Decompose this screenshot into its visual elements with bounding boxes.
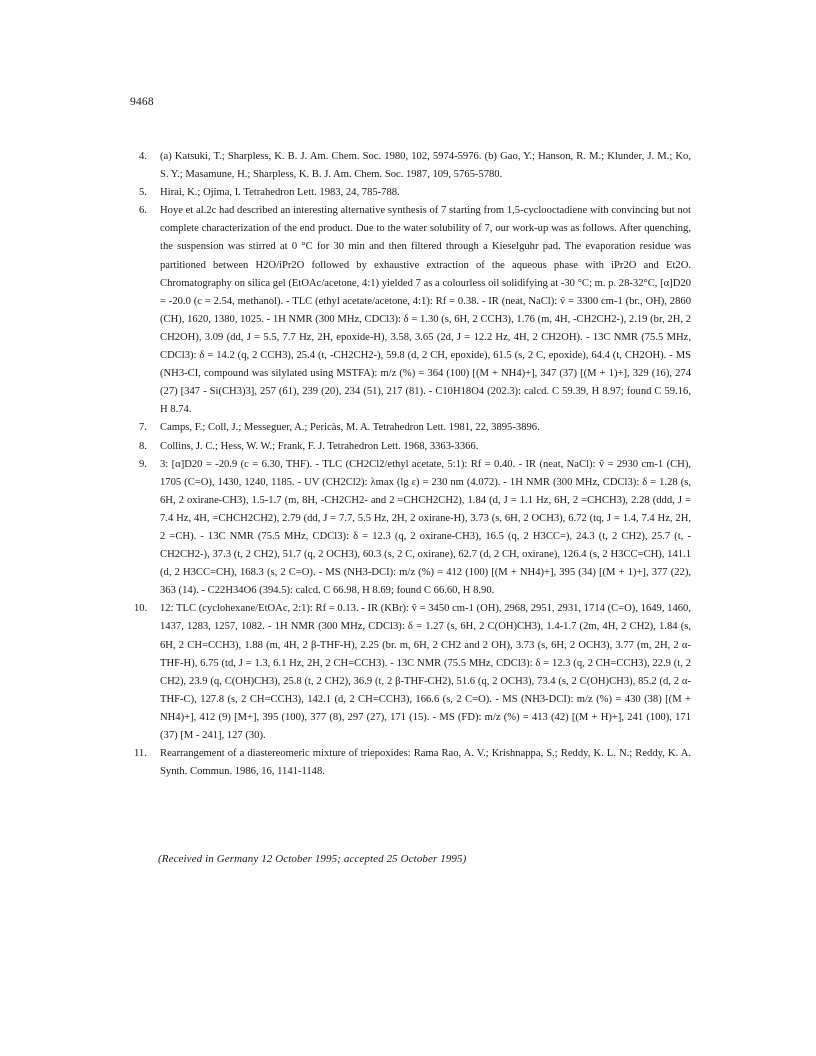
reference-text: Rearrangement of a diastereomeric mixture of triepoxides: Rama Rao, A. V.; Krishnappa, S.; Reddy, K. L. N.; Reddy, K. A. Synth. Commun. 1986, 16, 1141-1148. [160, 748, 691, 778]
reference-number: 11. [134, 748, 147, 760]
reference-number: 5. [139, 187, 147, 199]
reference-text: Hirai, K.; Ojima, I. Tetrahedron Lett. 1983, 24, 785-788. [160, 187, 400, 199]
reference-text: Hoye et al.2c had described an interesting alternative synthesis of 7 starting from 1,5-cyclooctadiene with convincing but not complete characterization of the end product. Due to the water solubility of 7, our work-up was as follows. After quenching, the suspension was stirred at 0 °C for 30 min and then filtered through a Kieselguhr pad. The evaporation residue was partitioned between H2O/iPr2O followed by exhaustive extraction of the aqueous phase with iPr2O and Et2O. Chromatography on silica gel (EtOAc/acetone, 4:1) yielded 7 as a colourless oil solidifying at -30 °C; m. p. 28-32°C, [α]D20 = -20.0 (c = 2.54, methanol). - TLC (ethyl acetate/acetone, 4:1): Rf = 0.38. - IR (neat, NaCl): ṽ = 3300 cm-1 (br., OH), 2860 (CH), 1620, 1380, 1025. - 1H NMR (300 MHz, CDCl3): δ = 1.30 (s, 6H, 2 CCH3), 1.76 (m, 4H, -CH2CH2-), 2.19 (br, 2H, 2 CH2OH), 3.09 (dd, J = 5.5, 7.7 Hz, 2H, epoxide-H), 3.58, 3.65 (2d, J = 12.2 Hz, 4H, 2 CH2OH). - 13C NMR (75.5 MHz, CDCl3): δ = 14.2 (q, 2 CCH3), 25.4 (t, -CH2CH2-), 59.8 (d, 2 CH, epoxide), 61.5 (s, 2 C, epoxide), 64.4 (t, CH2OH). - MS (NH3-CI, compound was silylated using MSTFA): m/z (%) = 364 (100) [(M + NH4)+], 347 (37) [(M + 1)+], 329 (16), 274 (27) [347 - Si(CH3)3], 257 (61), 239 (20), 234 (51), 217 (81). - C10H18O4 (202.3): calcd. C 59.39, H 8.97; found C 59.16, H 8.74. [160, 205, 691, 416]
reference-number: 7. [139, 422, 147, 434]
reference-number: 4. [139, 151, 147, 162]
reference-item [134, 600, 691, 745]
reference-number: 6. [139, 205, 147, 217]
reference-item [139, 419, 691, 437]
reference-item [139, 202, 691, 419]
received-date-note: (Received in Germany 12 October 1995; accepted 25 October 1995) [158, 853, 467, 865]
reference-item [139, 184, 691, 202]
reference-number: 9. [139, 458, 147, 470]
page-number: 9468 [130, 96, 154, 108]
reference-text: 12: TLC (cyclohexane/EtOAc, 2:1): Rf = 0.13. - IR (KBr): ṽ = 3450 cm-1 (OH), 2968, 2951, 2931, 1714 (C=O), 1649, 1460, 1437, 1283, 1257, 1082. - 1H NMR (300 MHz, CDCl3): δ = 1.27 (s, 6H, 2 C(OH)CH3), 1.4-1.7 (2m, 4H, 2 CH2), 1.84 (s, 6H, 2 CH=CCH3), 1.88 (m, 4H, 2 β-THF-H), 2.25 (br. m, 6H, 2 CH2 and 2 OH), 3.73 (s, 6H, 2 OCH3), 3.77 (m, 2H, 2 α-THF-H), 6.75 (td, J = 1.3, 6.1 Hz, 2H, 2 CH=CCH3). - 13C NMR (75.5 MHz, CDCl3): δ = 12.3 (q, 2 CH=CCH3), 22.9 (t, 2 CH2), 23.9 (q, C(OH)CH3), 25.8 (t, 2 CH2), 36.9 (t, 2 β-THF-CH2), 51.6 (q, 2 OCH3), 73.4 (s, 2 C(OH)CH3), 85.2 (d, 2 α-THF-C), 127.8 (s, 2 CH=CCH3), 142.1 (d, 2 CH=CCH3), 166.6 (s, 2 C=O). - MS (NH3-DCI): m/z (%) = 430 (38) [(M + NH4)+], 412 (9) [M+], 395 (100), 377 (8), 297 (27), 171 (15). - MS (FD): m/z (%) = 413 (42) [(M + H)+], 241 (100), 171 (37) [M - 241], 127 (30). [160, 603, 691, 741]
reference-item [139, 456, 691, 601]
reference-number: 10. [134, 603, 148, 615]
reference-item [139, 148, 691, 184]
reference-item [139, 438, 691, 456]
reference-list [134, 148, 691, 781]
reference-text: 3: [α]D20 = -20.9 (c = 6.30, THF). - TLC (CH2Cl2/ethyl acetate, 5:1): Rf = 0.40. - IR (neat, NaCl): ṽ = 2930 cm-1 (CH), 1705 (C=O), 1430, 1240, 1185. - UV (CH2Cl2): λmax (lg ε) = 230 nm (4.072). - 1H NMR (300 MHz, CDCl3): δ = 1.28 (s, 6H, 2 oxirane-CH3), 1.5-1.7 (m, 8H, -CH2CH2- and 2 =CHCH2CH2), 1.84 (d, J = 1.1 Hz, 6H, 2 =CHCH3), 2.28 (ddd, J = 7.4 Hz, 4H, =CHCH2CH2), 2.79 (dd, J = 7.7, 5.5 Hz, 2H, 2 oxirane-H), 3.73 (s, 6H, 2 OCH3), 6.72 (tq, J = 1.4, 7.4 Hz, 2H, 2 =CH). - 13C NMR (75.5 MHz, CDCl3): δ = 12.3 (q, 2 oxirane-CH3), 16.5 (q, 2 H3CC=), 24.3 (t, 2 CH2), 25.7 (t, -CH2CH2-), 37.3 (t, 2 CH2), 51.7 (q, 2 OCH3), 60.3 (s, 2 C, oxirane), 62.7 (d, 2 CH, oxirane), 126.4 (s, 2 H3CC=CH), 141.1 (d, 2 H3CC=CH), 168.3 (s, 2 C=O). - MS (NH3-DCI): m/z (%) = 412 (100) [(M + NH4)+], 395 (34) [(M + 1)+], 377 (22), 363 (14). - C22H34O6 (394.5): calcd. C 66.98, H 8.69; found C 66.60, H 8.90. [160, 458, 691, 597]
reference-text: Camps, F.; Coll, J.; Messeguer, A.; Pericàs, M. A. Tetrahedron Lett. 1981, 22, 3895-3896. [160, 422, 540, 434]
reference-text: (a) Katsuki, T.; Sharpless, K. B. J. Am. Chem. Soc. 1980, 102, 5974-5976. (b) Gao, Y.; Hanson, R. M.; Klunder, J. M.; Ko, S. Y.; Masamune, H.; Sharpless, K. B. J. Am. Chem. Soc. 1987, 109, 5765-5780. [160, 151, 691, 181]
reference-number: 8. [139, 440, 147, 452]
reference-text: Collins, J. C.; Hess, W. W.; Frank, F. J. Tetrahedron Lett. 1968, 3363-3366. [160, 440, 479, 452]
reference-item [134, 745, 691, 781]
